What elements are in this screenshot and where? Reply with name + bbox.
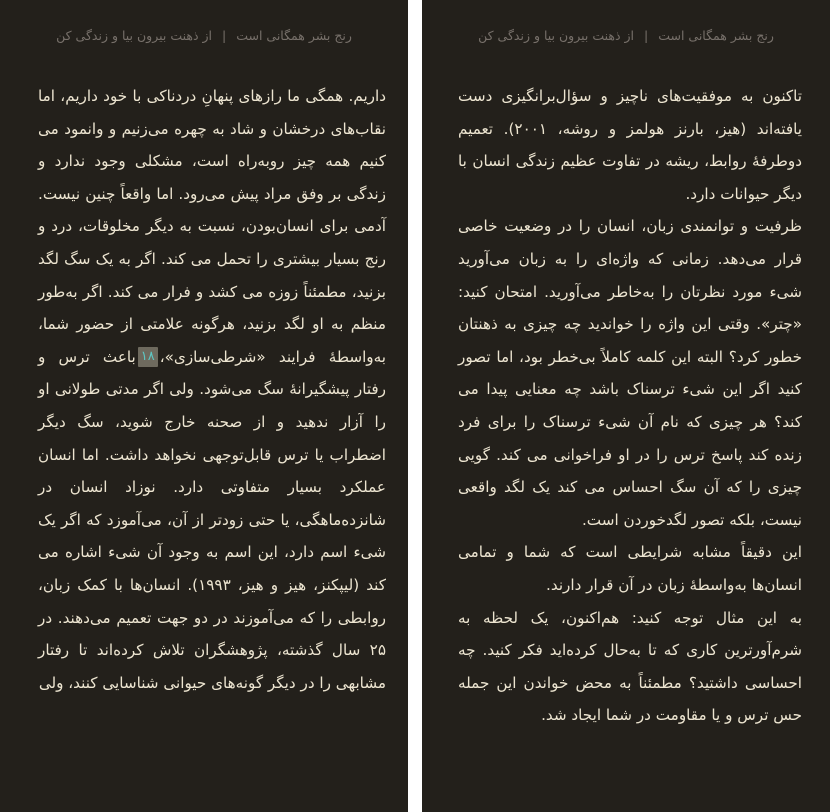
book-title: از ذهنت بیرون بیا و زندگی کن (478, 28, 635, 43)
chapter-title: رنج بشر همگانی است (236, 28, 352, 43)
paragraph-text-before-footnote: داریم. همگی ما رازهای پنهانِ دردناکی با خود داریم، اما نقاب‌های درخشان و شاد به چهره می‌زنیم و وانمود می کنیم همه چیز روبه‌راه است، مشکلی وجود ندارد و زندگی بر وفق مراد پیش می‌رود. اما واقعاً چنین نیست. آدمی برای انسان‌بودن، نسبت به دیگر مخلوقات، درد و رنج بسیار بیشتری را تحمل می کند. اگر به یک سگ لگد بزنید، مطمئناً زوزه می کشد و فرار می کند. اگر به‌طور منظم به او لگد بزنید، هرگونه علامتی از حضور شما، به‌واسطهٔ فرایند «شرطی‌سازی»، (38, 87, 386, 366)
left-page[interactable] (0, 0, 408, 812)
book-title: از ذهنت بیرون بیا و زندگی کن (56, 28, 213, 43)
right-running-header (422, 28, 830, 43)
header-separator: | (644, 28, 649, 43)
paragraph (38, 80, 386, 699)
left-page-text (38, 80, 386, 699)
right-page-text (458, 80, 802, 732)
paragraph: ظرفیت و توانمندی زبان، انسان را در وضعیت خاصی قرار می‌دهد. زمانی که واژه‌ای را به زبان می‌آورید شیء مورد نظرتان را به‌خاطر می‌آورید. امتحان کنید: «چتر». وقتی این واژه را خواندید چه چیزی به ذهنتان خطور کرد؟ البته این کلمه کاملاً بی‌خطر بود، اما تصور کنید اگر این شیء ترسناک باشد چه معنایی پیدا می کند؟ هر چیزی که نام آن شیء ترسناک را برای فرد زنده کند پاسخ ترس را در او فراخوانی می کند. گویی چیزی را که آن سگ احساس می کند یک لگد واقعی نیست، بلکه تصور لگدخوردن است. (458, 217, 802, 529)
header-separator: | (222, 28, 227, 43)
paragraph: این دقیقاً مشابه شرایطی است که شما و تمامی انسان‌ها به‌واسطهٔ زبان در آن قرار دارند. (458, 543, 802, 594)
paragraph: به این مثال توجه کنید: هم‌اکنون، یک لحظه به شرم‌آورترین کاری که تا به‌حال کرده‌اید فکر کنید. چه احساسی داشتید؟ مطمئناً به محض خواندن این جمله حس ترس و یا مقاومت در شما ایجاد شد. (458, 608, 802, 725)
footnote-reference[interactable]: ۱۸ (138, 347, 158, 367)
left-running-header (0, 28, 408, 43)
paragraph: تاکنون به موفقیت‌های ناچیز و سؤال‌برانگیزی دست یافته‌اند (هیز، بارنز هولمز و روشه، ۲۰۰۱). تعمیم دوطرفهٔ روابط، ریشه در تفاوت عظیم زندگی انسان با دیگر حیوانات دارد. (458, 87, 803, 203)
right-page[interactable] (422, 0, 830, 812)
chapter-title: رنج بشر همگانی است (658, 28, 774, 43)
paragraph-text-after-footnote: باعث ترس و رفتار پیشگیرانهٔ سگ می‌شود. ولی اگر مدتی طولانی او را آزار ندهید و از صحنه خارج شوید، سگ دیگر اضطراب یا ترس قابل‌توجهی نخواهد داشت. اما انسان عملکرد بسیار متفاوتی دارد. نوزاد انسان در شانزده‌ماهگی، یا حتی زودتر از آن، می‌آموزد که اگر یک شیء اسم دارد، این اسم به وجود آن شیء اشاره می کند (لیپکنز، هیز و هیز، ۱۹۹۳). انسان‌ها با کمک زبان، روابطی را که می‌آموزند در دو جهت تعمیم می‌دهند. در ۲۵ سال گذشته، پژوهشگران تلاش کرده‌اند تا رفتار مشابهی را در دیگر گونه‌های حیوانی شناسایی کنند، ولی (38, 347, 386, 692)
